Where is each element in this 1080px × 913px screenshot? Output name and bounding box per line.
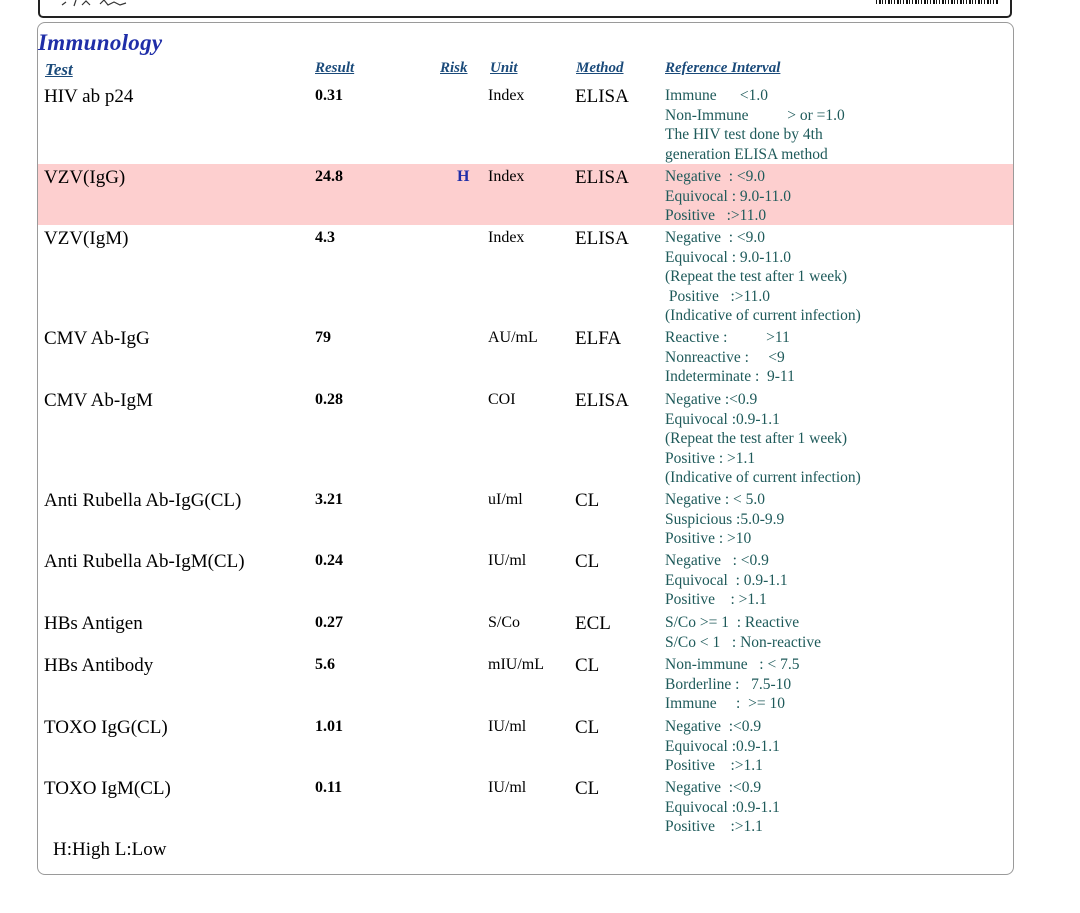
reference-interval: Negative : <9.0 Equivocal : 9.0-11.0 (Repeat the test after 1 week) Positive :>11.0 (Indicative of current infection) [665, 229, 861, 324]
test-unit: IU/ml [488, 718, 527, 735]
test-unit: Index [488, 229, 525, 246]
test-unit: Index [488, 168, 525, 185]
test-unit: IU/ml [488, 552, 527, 569]
test-name: HIV ab p24 [44, 86, 134, 107]
table-row [38, 778, 1013, 838]
table-row [38, 551, 1013, 611]
test-result: 0.28 [315, 391, 343, 408]
test-method: ELFA [575, 328, 622, 349]
test-name: Anti Rubella Ab-IgM(CL) [44, 551, 245, 572]
reference-interval: Immune <1.0 Non-Immune > or =1.0 The HIV test done by 4th generation ELISA method [665, 87, 845, 163]
reference-interval: Negative :<0.9 Equivocal :0.9-1.1 Positive :>1.1 [665, 718, 780, 774]
test-method: CL [575, 717, 600, 738]
section-title: Immunology [38, 30, 163, 55]
test-result: 0.31 [315, 87, 343, 104]
column-header-result: Result [315, 60, 355, 76]
test-result: 4.3 [315, 229, 335, 246]
test-method: ELISA [575, 390, 629, 411]
reference-interval: Reactive : >11 Nonreactive : <9 Indeterminate : 9-11 [665, 329, 795, 385]
table-row [38, 613, 1013, 655]
test-method: ELISA [575, 167, 629, 188]
test-result: 79 [315, 329, 331, 346]
test-name: HBs Antigen [44, 613, 143, 634]
reference-interval: Negative : <0.9 Equivocal : 0.9-1.1 Positive : >1.1 [665, 552, 788, 608]
test-unit: AU/mL [488, 329, 538, 346]
test-name: VZV(IgG) [44, 167, 126, 188]
test-unit: S/Co [488, 614, 521, 631]
test-method: CL [575, 551, 600, 572]
test-unit: mIU/mL [488, 656, 544, 673]
column-header-risk: Risk [440, 60, 468, 76]
test-unit: uI/ml [488, 491, 523, 508]
table-row [38, 717, 1013, 777]
test-result: 0.27 [315, 614, 343, 631]
column-header-unit: Unit [490, 60, 518, 76]
header-handwriting [60, 0, 170, 8]
test-result: 5.6 [315, 656, 335, 673]
reference-interval: Negative :<0.9 Equivocal :0.9-1.1 Positive :>1.1 [665, 779, 780, 835]
test-name: TOXO IgM(CL) [44, 778, 171, 799]
test-result: 0.11 [315, 779, 343, 796]
table-row [38, 490, 1013, 550]
reference-interval: S/Co >= 1 : Reactive S/Co < 1 : Non-reactive [665, 614, 821, 651]
table-row [38, 86, 1013, 164]
test-method: ELISA [575, 86, 629, 107]
test-unit: IU/ml [488, 779, 527, 796]
risk-flag: H [457, 168, 470, 185]
test-method: ECL [575, 613, 611, 634]
test-name: VZV(IgM) [44, 228, 129, 249]
test-name: CMV Ab-IgM [44, 390, 153, 411]
reference-interval: Negative : < 5.0 Suspicious :5.0-9.9 Positive : >10 [665, 491, 785, 547]
risk-legend: H:High L:Low [53, 839, 167, 860]
test-result: 3.21 [315, 491, 343, 508]
table-row [38, 328, 1013, 388]
table-row [38, 228, 1013, 326]
test-name: CMV Ab-IgG [44, 328, 150, 349]
test-result: 1.01 [315, 718, 343, 735]
table-row [38, 655, 1013, 715]
barcode [876, 0, 998, 4]
table-row-highlighted [38, 164, 1013, 225]
reference-interval: Negative : <9.0 Equivocal : 9.0-11.0 Positive :>11.0 [665, 168, 791, 224]
test-name: TOXO IgG(CL) [44, 717, 168, 738]
test-name: Anti Rubella Ab-IgG(CL) [44, 490, 242, 511]
report-header-box [38, 0, 1012, 18]
test-unit: COI [488, 391, 516, 408]
table-row [38, 390, 1013, 488]
test-unit: Index [488, 87, 525, 104]
test-result: 0.24 [315, 552, 343, 569]
test-result: 24.8 [315, 168, 343, 185]
reference-interval: Non-immune : < 7.5 Borderline : 7.5-10 Immune : >= 10 [665, 656, 800, 712]
test-method: CL [575, 778, 600, 799]
test-method: CL [575, 655, 600, 676]
test-method: CL [575, 490, 600, 511]
reference-interval: Negative :<0.9 Equivocal :0.9-1.1 (Repeat the test after 1 week) Positive : >1.1 (Indicative of current infection) [665, 391, 861, 486]
column-header-method: Method [576, 60, 624, 76]
column-header-test: Test [45, 60, 73, 79]
column-header-reference: Reference Interval [665, 60, 781, 76]
test-name: HBs Antibody [44, 655, 154, 676]
test-method: ELISA [575, 228, 629, 249]
